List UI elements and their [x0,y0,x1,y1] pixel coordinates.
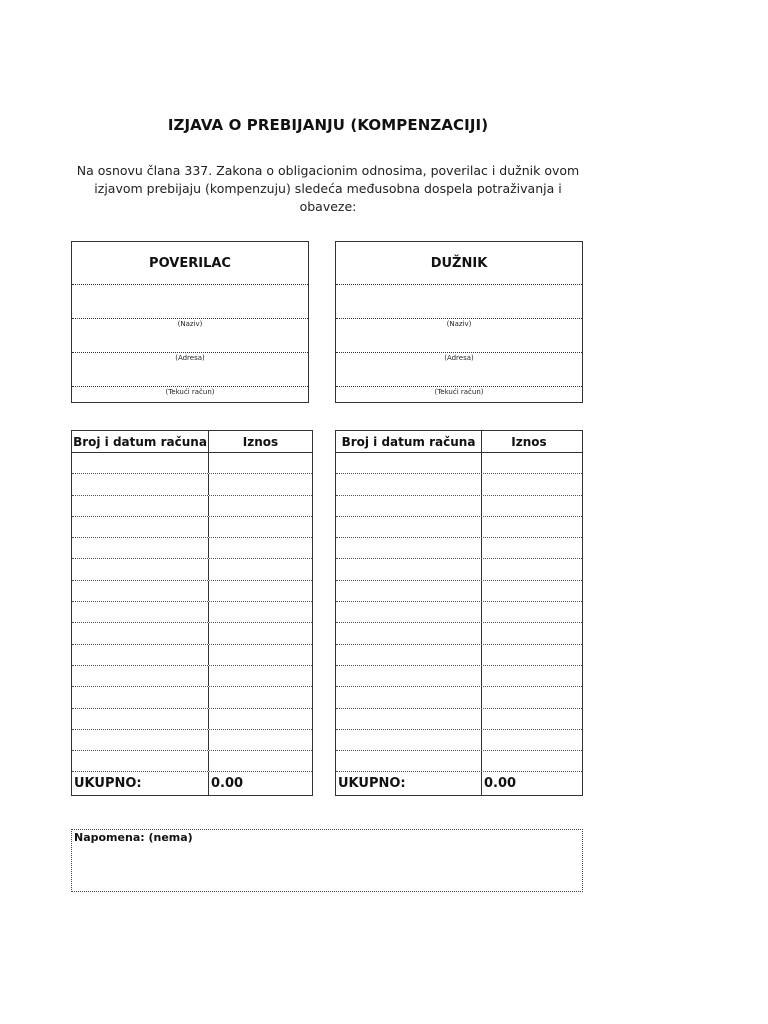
table-row [336,474,582,495]
amount-cell[interactable] [482,474,576,494]
document-title: IZJAVA O PREBIJANJU (KOMPENZACIJI) [167,116,489,134]
intro-paragraph: Na osnovu člana 337. Zakona o obligacionim odnosima, poverilac i dužnik ovom izjavom prebijaju (kompenzuju) sledeća međusobna dospela potraživanja i obaveze: [76,163,580,214]
debtor-invoice-table [335,430,583,796]
debtor-box [335,241,583,403]
amount-cell[interactable] [482,517,576,537]
table-row [72,559,312,580]
invoice-cell[interactable] [336,559,482,579]
amount-cell[interactable] [482,453,576,473]
table-row [72,538,312,559]
table-row [72,623,312,644]
creditor-invoice-table [71,430,313,796]
amount-cell[interactable] [209,645,312,665]
invoice-cell[interactable] [72,751,209,771]
amount-cell[interactable] [482,751,576,771]
table-row [72,709,312,730]
invoice-cell[interactable] [336,666,482,686]
table-row [336,453,582,474]
invoice-cell[interactable] [336,517,482,537]
note-box[interactable] [71,829,583,892]
invoice-cell[interactable] [72,687,209,707]
table-row [72,496,312,517]
invoice-cell[interactable] [72,581,209,601]
invoice-cell[interactable] [336,645,482,665]
total-value: 0.00 [484,776,517,792]
invoice-cell[interactable] [72,730,209,750]
column-header-invoice: Broj i datum računa [336,431,482,452]
note-text: Napomena: (nema) [74,831,193,844]
table-row [336,709,582,730]
amount-cell[interactable] [482,581,576,601]
amount-cell[interactable] [482,602,576,622]
invoice-cell[interactable] [72,474,209,494]
table-row [336,751,582,772]
table-body [336,453,582,772]
amount-cell[interactable] [482,709,576,729]
debtor-heading: DUŽNIK [430,255,488,271]
total-label: UKUPNO: [336,772,482,795]
table-row [72,581,312,602]
table-row [336,581,582,602]
amount-cell[interactable] [482,496,576,516]
amount-cell[interactable] [482,645,576,665]
total-row [72,772,312,795]
total-row [336,772,582,795]
creditor-name-label: (Naziv) [72,318,308,352]
amount-cell[interactable] [209,453,312,473]
creditor-account-label: (Tekući račun) [72,386,308,404]
table-row [336,687,582,708]
amount-cell[interactable] [209,581,312,601]
invoice-cell[interactable] [336,751,482,771]
invoice-cell[interactable] [72,453,209,473]
total-label: UKUPNO: [72,772,209,795]
amount-cell[interactable] [209,623,312,643]
creditor-name-field[interactable] [72,284,308,318]
table-row [336,666,582,687]
table-row [72,666,312,687]
invoice-cell[interactable] [72,645,209,665]
amount-cell[interactable] [209,517,312,537]
table-row [336,559,582,580]
invoice-cell[interactable] [336,730,482,750]
table-row [336,517,582,538]
table-row [336,602,582,623]
amount-cell[interactable] [209,538,312,558]
invoice-cell[interactable] [72,559,209,579]
invoice-cell[interactable] [72,602,209,622]
amount-cell[interactable] [209,666,312,686]
amount-cell[interactable] [209,709,312,729]
table-row [336,645,582,666]
invoice-cell[interactable] [72,666,209,686]
invoice-cell[interactable] [72,538,209,558]
column-header-amount: Iznos [242,434,279,449]
invoice-cell[interactable] [336,538,482,558]
table-row [72,602,312,623]
table-row [336,538,582,559]
amount-cell[interactable] [209,496,312,516]
table-row [72,751,312,772]
table-row [336,496,582,517]
debtor-name-label: (Naziv) [336,318,582,352]
invoice-cell[interactable] [72,709,209,729]
invoice-cell[interactable] [72,623,209,643]
invoice-cell[interactable] [336,709,482,729]
amount-cell[interactable] [209,730,312,750]
invoice-cell[interactable] [336,623,482,643]
amount-cell[interactable] [482,538,576,558]
invoice-cell[interactable] [336,581,482,601]
debtor-address-label: (Adresa) [336,352,582,386]
invoice-cell[interactable] [336,453,482,473]
amount-cell[interactable] [209,687,312,707]
invoice-cell[interactable] [336,496,482,516]
amount-cell[interactable] [482,687,576,707]
debtor-account-label: (Tekući račun) [336,386,582,404]
amount-cell[interactable] [482,559,576,579]
amount-cell[interactable] [209,559,312,579]
amount-cell[interactable] [209,474,312,494]
table-row [72,453,312,474]
invoice-cell[interactable] [336,602,482,622]
amount-cell[interactable] [209,751,312,771]
invoice-cell[interactable] [72,496,209,516]
table-row [72,687,312,708]
table-header [336,431,582,453]
debtor-name-field[interactable] [336,284,582,318]
amount-cell[interactable] [482,623,576,643]
table-row [336,623,582,644]
invoice-cell[interactable] [336,687,482,707]
invoice-cell[interactable] [72,517,209,537]
creditor-heading: POVERILAC [149,255,231,271]
amount-cell[interactable] [482,666,576,686]
table-row [72,645,312,666]
table-row [336,730,582,751]
total-value: 0.00 [211,776,244,792]
amount-cell[interactable] [482,730,576,750]
table-body [72,453,312,772]
table-row [72,474,312,495]
table-header [72,431,312,453]
table-row [72,517,312,538]
amount-cell[interactable] [209,602,312,622]
column-header-amount: Iznos [511,434,547,449]
invoice-cell[interactable] [336,474,482,494]
creditor-address-label: (Adresa) [72,352,308,386]
table-row [72,730,312,751]
creditor-box [71,241,309,403]
column-header-invoice: Broj i datum računa [72,431,209,452]
